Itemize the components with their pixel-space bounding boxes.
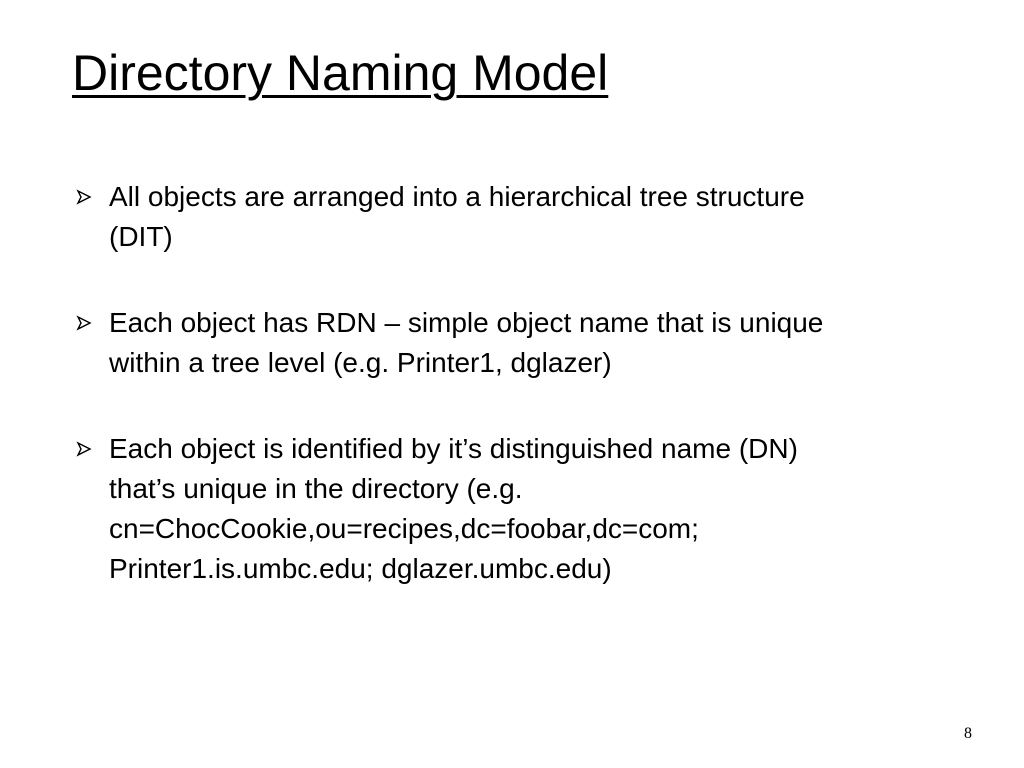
- bullet-text: Each object has RDN – simple object name that is unique within a tree level (e.g. Printer1, dglazer): [109, 307, 824, 378]
- arrowhead-bullet-icon: [76, 441, 92, 457]
- bullet-item: [76, 429, 846, 589]
- slide-title: Directory Naming Model: [72, 45, 609, 101]
- bullet-text: Each object is identified by it’s distinguished name (DN) that’s unique in the directory (e.g. cn=ChocCookie,ou=recipes,dc=foobar,dc=com; Printer1.is.umbc.edu; dglazer.umbc.edu): [109, 433, 798, 584]
- arrowhead-bullet-icon: [76, 189, 92, 205]
- page-number: 8: [964, 725, 972, 742]
- bullet-text: All objects are arranged into a hierarchical tree structure (DIT): [109, 181, 805, 252]
- arrowhead-bullet-icon: [76, 315, 92, 331]
- bullet-item: [76, 177, 846, 257]
- bullet-list: [76, 177, 846, 635]
- bullet-item: [76, 303, 846, 383]
